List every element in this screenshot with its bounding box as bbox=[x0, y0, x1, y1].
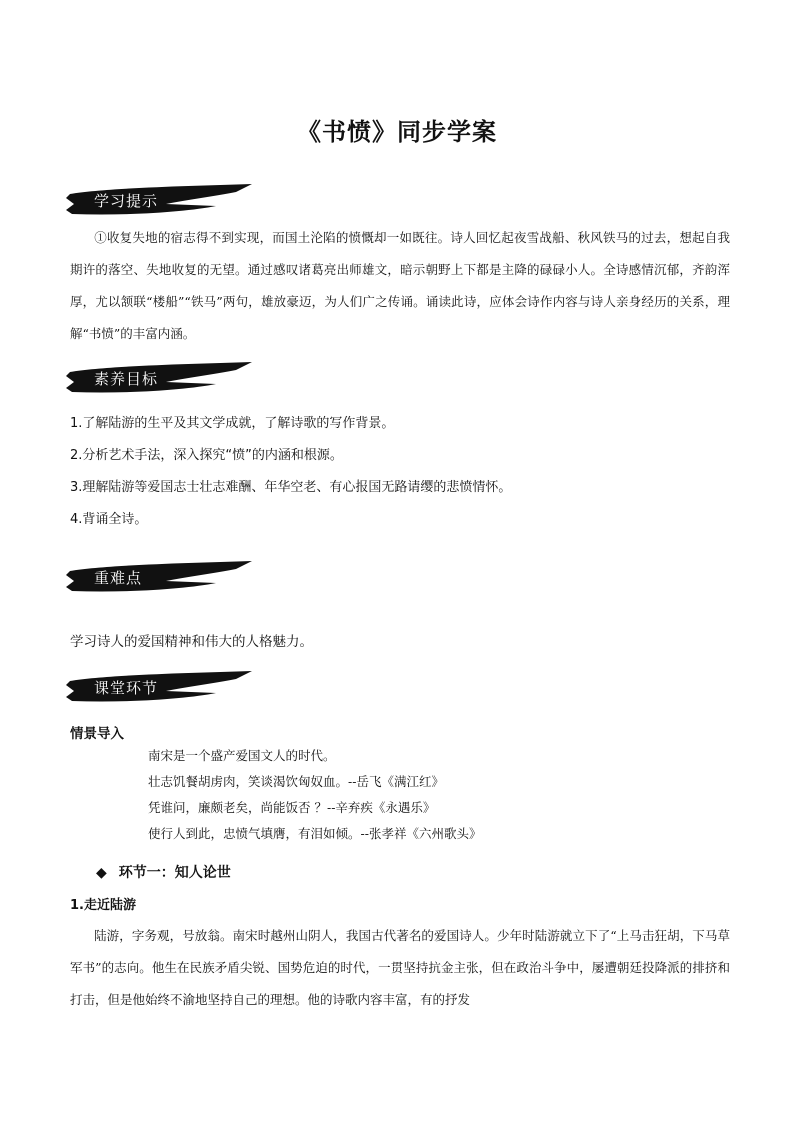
poem-line: 南宋是一个盛产爱国文人的时代。 bbox=[148, 748, 336, 763]
poem-line: 壮志饥餐胡虏肉，笑谈渴饮匈奴血。--岳飞《满江红》 bbox=[148, 774, 444, 789]
step1-paragraph: 陆游，字务观，号放翁。南宋时越州山阴人，我国古代著名的爱国诗人。少年时陆游就立下了“上马击狂胡，下马草军书”的志向。他生在民族矛盾尖锐、国势危迫的时代，一贯坚持抗金主张，但在政治斗争中，屡遭朝廷投降派的排挤和打击，但是他始终不渝地坚持自己的理想。他的诗歌内容丰富，有的抒发 bbox=[70, 928, 730, 1007]
poem-line: 使行人到此，忠愤气填膺，有泪如倾。--张孝祥《六州歌头》 bbox=[148, 826, 482, 841]
list-item: 4.背诵全诗。 bbox=[70, 512, 148, 527]
section-header-tips bbox=[66, 184, 256, 218]
poem-line: 凭谁问，廉颇老矣，尚能饭否 ？--辛弃疾《永遇乐》 bbox=[148, 800, 436, 815]
goals-list bbox=[70, 408, 730, 536]
step1-title: 环节一：知人论世 bbox=[118, 865, 231, 881]
step1-subtitle: 1.走近陆游 bbox=[70, 898, 136, 913]
tips-paragraph: ①收复失地的宿志得不到实现，而国土沦陷的愤慨却一如既往。诗人回忆起夜雪战船、秋风铁马的过去，想起自我期许的落空、失地收复的无望。通过感叹诸葛亮出师雄文，暗示朝野上下都是主降的碌碌小人。全诗感情沉郁，齐韵浑厚，尤以颔联“楼船”“铁马”两句，雄放豪迈，为人们广之传诵。诵读此诗，应体会诗作内容与诗人亲身经历的关系，理解“书愤”的丰富内涵。 bbox=[70, 230, 730, 341]
section-header-goals bbox=[66, 362, 256, 396]
section-label: 重难点 bbox=[94, 569, 143, 587]
section-label: 课堂环节 bbox=[94, 679, 159, 697]
section-header-key bbox=[66, 561, 256, 595]
poem-block bbox=[148, 743, 708, 847]
section-header-class bbox=[66, 671, 256, 705]
list-item: 2.分析艺术手法，深入探究“愤”的内涵和根源。 bbox=[70, 448, 343, 463]
intro-title: 情景导入 bbox=[70, 726, 124, 742]
page-title: 《书愤》同步学案 bbox=[297, 118, 497, 146]
list-item: 3.理解陆游等爱国志士壮志难酬、年华空老、有心报国无路请缨的悲愤情怀。 bbox=[70, 480, 512, 495]
step1-heading bbox=[96, 862, 231, 882]
list-item: 1.了解陆游的生平及其文学成就，了解诗歌的写作背景。 bbox=[70, 416, 395, 431]
key-text: 学习诗人的爱国精神和伟大的人格魅力。 bbox=[70, 634, 313, 650]
section-label: 素养目标 bbox=[94, 370, 159, 388]
section-label: 学习提示 bbox=[94, 192, 159, 210]
diamond-icon: ◆ bbox=[96, 865, 107, 881]
